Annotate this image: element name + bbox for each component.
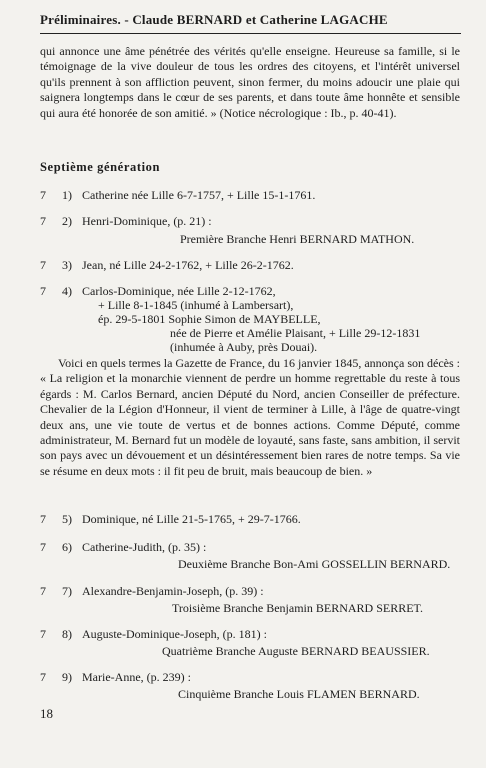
child-number: 6)	[62, 540, 72, 554]
branch-line: Cinquième Branche Louis FLAMEN BERNARD.	[178, 687, 420, 701]
branch-line: Deuxième Branche Bon-Ami GOSSELLIN BERNARD.	[178, 557, 451, 571]
generation-number: 7	[40, 188, 46, 202]
generation-number: 7	[40, 670, 46, 684]
entry-line: Jean, né Lille 24-2-1762, + Lille 26-2-1762.	[82, 258, 294, 272]
gazette-paragraph: Voici en quels termes la Gazette de France, du 16 janvier 1845, annonça son décès : « La religion et la monarchie viennent de perdre un homme regrettable du reste à tous égards : M. Carlos Bernard, ancien Député du Nord, ancien Conseiller de préfecture. Chevalier de la Légion d'Honneur, il vient de terminer à Lille, à l'âge de quatre-vingt deux ans, une vie toute de vertus et de bonnes actions. Comme Député, comme administrateur, M. Bernard fut un modèle de loyauté, sans faste, sans ambition, il servit son pays avec un dévouement et un désintéressement bien rares de notre temps. Sa vie se résume en deux mots : il fit peu de bruit, mais beaucoup de bien. »	[40, 356, 460, 478]
entry-line: Auguste-Dominique-Joseph, (p. 181) :	[82, 627, 267, 641]
generation-number: 7	[40, 258, 46, 272]
child-number: 3)	[62, 258, 72, 272]
branch-line: Quatrième Branche Auguste BERNARD BEAUSSIER.	[162, 644, 430, 658]
child-number: 4)	[62, 284, 72, 298]
child-number: 5)	[62, 512, 72, 526]
running-head: Préliminaires. - Claude BERNARD et Catherine LAGACHE	[40, 12, 388, 27]
entry-line: (inhumée à Auby, près Douai).	[170, 340, 318, 354]
generation-number: 7	[40, 512, 46, 526]
child-number: 8)	[62, 627, 72, 641]
entry-line: Catherine-Judith, (p. 35) :	[82, 540, 207, 554]
entry-line: ép. 29-5-1801 Sophie Simon de MAYBELLE,	[98, 312, 321, 326]
header-rule	[40, 33, 461, 34]
entry-line: Carlos-Dominique, née Lille 2-12-1762,	[82, 284, 276, 298]
branch-line: Troisième Branche Benjamin BERNARD SERRET.	[172, 601, 423, 615]
entry-line: Catherine née Lille 6-7-1757, + Lille 15-1-1761.	[82, 188, 316, 202]
generation-number: 7	[40, 540, 46, 554]
branch-line: Première Branche Henri BERNARD MATHON.	[180, 232, 415, 246]
entry-line: Dominique, né Lille 21-5-1765, + 29-7-1766.	[82, 512, 301, 526]
generation-number: 7	[40, 284, 46, 298]
child-number: 7)	[62, 584, 72, 598]
generation-number: 7	[40, 584, 46, 598]
entry-line: Alexandre-Benjamin-Joseph, (p. 39) :	[82, 584, 264, 598]
page-number: 18	[40, 706, 53, 721]
section-title: Septième génération	[40, 160, 161, 174]
entry-line: Henri-Dominique, (p. 21) :	[82, 214, 212, 228]
entry-line: née de Pierre et Amélie Plaisant, + Lille 29-12-1831	[170, 326, 421, 340]
entry-line: + Lille 8-1-1845 (inhumé à Lambersart),	[98, 298, 294, 312]
intro-paragraph: qui annonce une âme pénétrée des vérités qu'elle enseigne. Heureuse sa famille, si le témoignage de la vive douleur de tous les ordres des citoyens, et l'intérêt universel qu'ils prennent à son affliction peuvent, sinon fermer, du moins adoucir une plaie qui saignera longtemps dans le cœur de ses parents, et dans toute âme honnête et sensible qui aura été honorée de son amitié. » (Notice nécrologique : Ib., p. 40-41).	[40, 44, 460, 120]
child-number: 1)	[62, 188, 72, 202]
entry-line: Marie-Anne, (p. 239) :	[82, 670, 191, 684]
generation-number: 7	[40, 214, 46, 228]
child-number: 9)	[62, 670, 72, 684]
generation-number: 7	[40, 627, 46, 641]
child-number: 2)	[62, 214, 72, 228]
